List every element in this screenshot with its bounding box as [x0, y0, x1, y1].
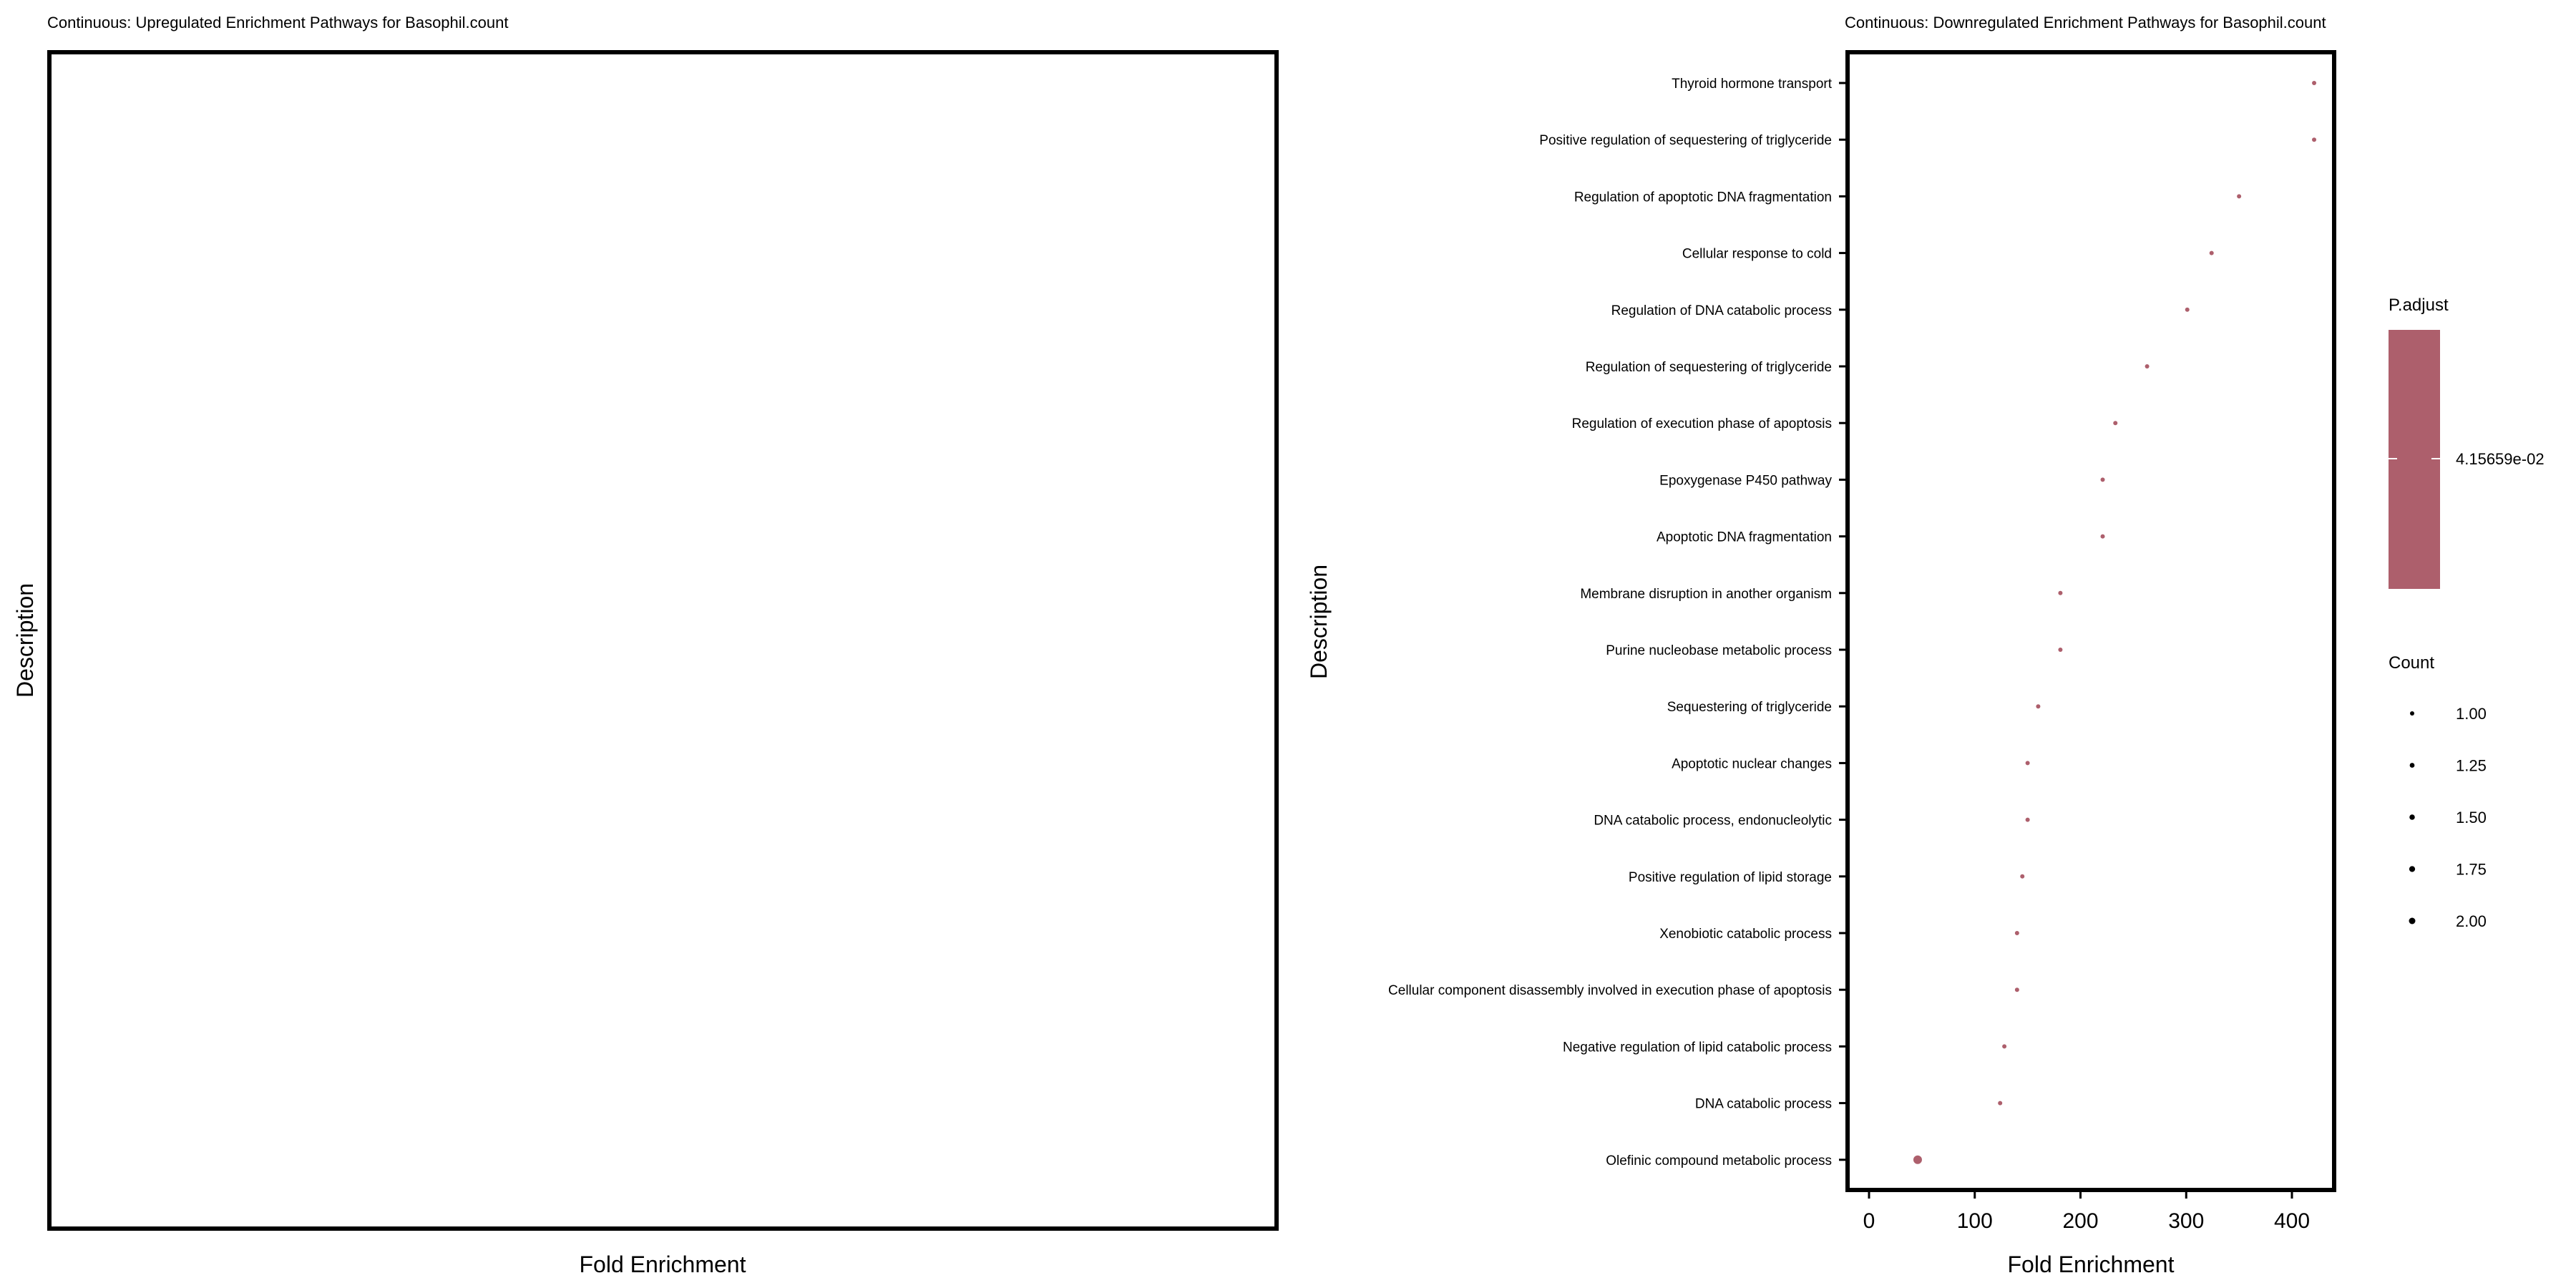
- y-tick-label: Thyroid hormone transport: [1672, 77, 1832, 92]
- data-point: [1998, 1101, 2002, 1106]
- size-legend-dot: [2410, 711, 2414, 716]
- y-tick-label: Positive regulation of lipid storage: [1628, 869, 1832, 885]
- y-tick-label: DNA catabolic process, endonucleolytic: [1594, 813, 1832, 829]
- data-point: [1913, 1156, 1922, 1164]
- data-point: [2237, 194, 2241, 198]
- y-tick-label: Cellular component disassembly involved in execution phase of apoptosis: [1388, 983, 1832, 999]
- y-tick-label: Regulation of apoptotic DNA fragmentation: [1574, 190, 1832, 205]
- data-point: [2185, 308, 2190, 312]
- downregulated-ylabel: Description: [1306, 564, 1332, 680]
- y-tick-label: Sequestering of triglyceride: [1667, 700, 1832, 716]
- y-tick-label: Membrane disruption in another organism: [1580, 586, 1832, 602]
- y-tick-label: Epoxygenase P450 pathway: [1659, 473, 1832, 489]
- x-tick-label: 200: [2062, 1209, 2099, 1233]
- size-legend-entries: [2409, 705, 2487, 930]
- y-category-labels: [1388, 77, 1833, 1169]
- downregulated-panel: [1306, 14, 2334, 1277]
- size-legend-dot: [2410, 763, 2415, 768]
- data-point: [2312, 137, 2316, 142]
- data-point: [2036, 704, 2040, 708]
- data-point: [2312, 81, 2316, 85]
- data-point: [2015, 931, 2019, 935]
- x-tick-label: 0: [1863, 1209, 1875, 1233]
- y-tick-label: Apoptotic nuclear changes: [1672, 756, 1832, 772]
- data-point: [2020, 874, 2024, 879]
- data-point: [2058, 591, 2062, 595]
- upregulated-xlabel: Fold Enrichment: [579, 1252, 746, 1277]
- y-tick-label: Negative regulation of lipid catabolic process: [1563, 1040, 1832, 1055]
- size-legend-label: 1.00: [2456, 705, 2487, 723]
- downregulated-plot-frame: [1848, 52, 2334, 1190]
- size-legend-label: 2.00: [2456, 912, 2487, 930]
- size-legend-dot: [2409, 918, 2416, 924]
- y-tick-label: Apoptotic DNA fragmentation: [1656, 530, 1832, 545]
- data-point: [2210, 251, 2214, 255]
- size-legend-label: 1.50: [2456, 809, 2487, 826]
- x-tick-label: 300: [2168, 1209, 2205, 1233]
- y-tick-label: Purine nucleobase metabolic process: [1606, 643, 1832, 658]
- data-point: [2145, 364, 2150, 369]
- y-tick-label: Regulation of execution phase of apoptosis: [1571, 416, 1832, 432]
- data-point: [2101, 535, 2105, 539]
- y-tick-label: Olefinic compound metabolic process: [1606, 1153, 1832, 1169]
- size-legend-label: 1.75: [2456, 860, 2487, 879]
- upregulated-ylabel: Description: [12, 582, 38, 698]
- downregulated-xlabel: Fold Enrichment: [2007, 1252, 2175, 1277]
- data-point: [2058, 648, 2062, 652]
- upregulated-title: Continuous: Upregulated Enrichment Pathways for Basophil.count: [47, 14, 509, 31]
- upregulated-plot-frame: [49, 52, 1277, 1229]
- size-legend-title: Count: [2389, 653, 2435, 673]
- data-point: [2026, 761, 2030, 765]
- y-tick-label: Xenobiotic catabolic process: [1659, 927, 1832, 942]
- upregulated-panel: [12, 14, 1277, 1277]
- size-legend-dot: [2409, 814, 2415, 820]
- size-legend-dot: [2409, 866, 2415, 872]
- legend: [2389, 296, 2545, 930]
- y-tick-label: Positive regulation of sequestering of triglyceride: [1539, 133, 1832, 149]
- y-tick-label: Regulation of DNA catabolic process: [1611, 303, 1832, 318]
- downregulated-title: Continuous: Downregulated Enrichment Pathways for Basophil.count: [1845, 14, 2326, 31]
- x-tick-label: 400: [2273, 1209, 2311, 1233]
- data-point: [2113, 421, 2117, 425]
- size-legend-label: 1.25: [2456, 756, 2487, 775]
- x-tick-labels: [1863, 1209, 2310, 1233]
- y-tick-label: Regulation of sequestering of triglyceride: [1585, 360, 1832, 375]
- colorbar-title: P.adjust: [2389, 296, 2449, 315]
- data-point: [2015, 987, 2019, 992]
- data-point: [2002, 1044, 2006, 1048]
- data-points: [1913, 81, 2316, 1164]
- y-tick-label: Cellular response to cold: [1682, 246, 1832, 262]
- data-point: [2101, 477, 2105, 482]
- data-point: [2026, 818, 2030, 822]
- colorbar-label: 4.15659e-02: [2456, 450, 2545, 468]
- x-tick-label: 100: [1956, 1209, 1993, 1233]
- y-tick-label: DNA catabolic process: [1694, 1096, 1832, 1112]
